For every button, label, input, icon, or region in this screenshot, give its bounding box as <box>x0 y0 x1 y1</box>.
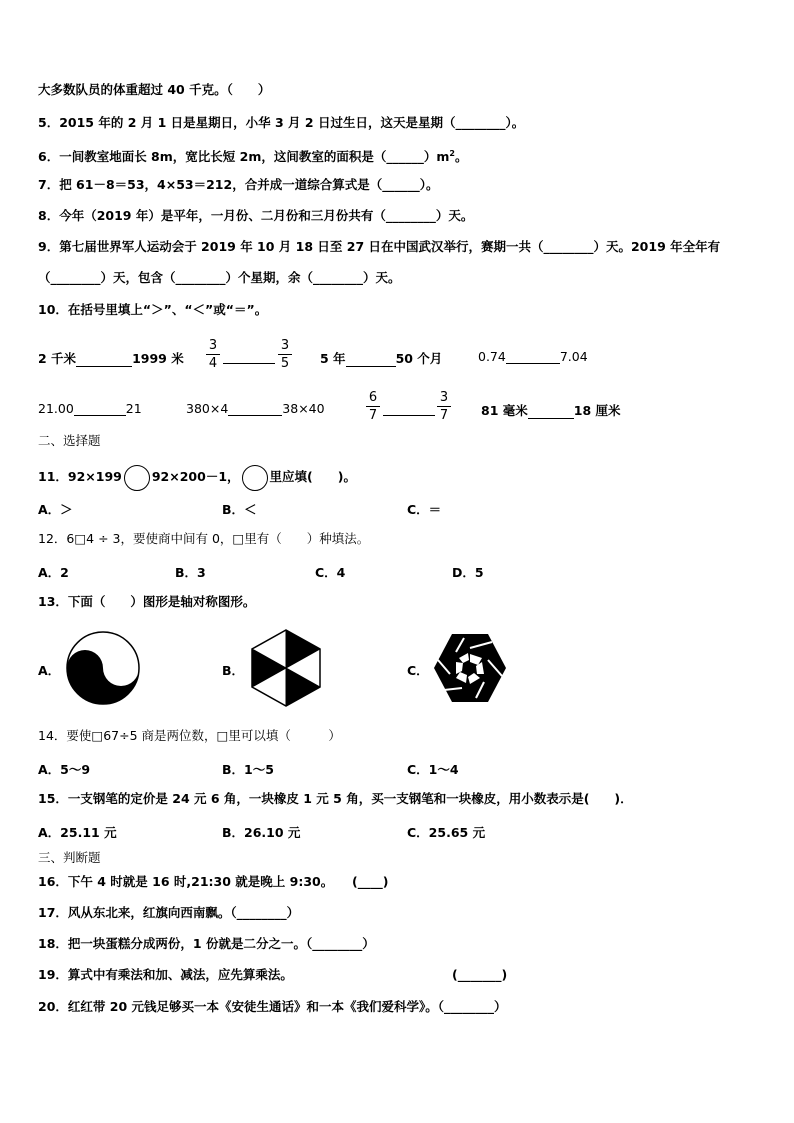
q9-line1: 9．第七届世界军人运动会于 2019 年 10 月 18 日至 27 日在中国武汉举行，赛期一共（________）天。2019 年全年有 <box>38 239 721 254</box>
q15: 15．一支钢笔的定价是 24 元 6 角，一块橡皮 1 元 5 角，买一支钢笔和一块橡皮，用小数表示是( )． <box>38 791 633 806</box>
q11-option-a[interactable]: A．＞ <box>38 502 73 517</box>
q15-option-c[interactable]: C．25.65 元 <box>407 825 486 840</box>
answer-blank[interactable] <box>346 352 396 367</box>
q6: 6．一间教室地面长 8m，宽比长短 2m，这间教室的面积是$(\_\_\_\_\_\_)m^2$。 <box>38 149 468 165</box>
fraction-3-5: 3 5 <box>278 338 292 371</box>
q14-option-a[interactable]: A．5～9 <box>38 762 91 777</box>
q13: 13．下面（ ）图形是轴对称图形。 <box>38 594 256 609</box>
q12: 12．6□4 ÷ 3，要使商中间有 0，□里有（ ）种填法。 <box>38 531 370 546</box>
answer-blank[interactable] <box>74 401 126 416</box>
q9-line2: （________）天，包含（________）个星期，余（________）天。 <box>38 270 401 285</box>
q19-answer-blank[interactable]: (_______) <box>452 967 508 982</box>
q12-option-c[interactable]: C．4 <box>315 565 346 580</box>
section-2-heading: 二、选择题 <box>38 433 101 448</box>
q20: 20．红红带 20 元钱足够买一本《安徒生通话》和一本《我们爱科学》。（________） <box>38 999 507 1014</box>
compare-8: 81 毫米 18 厘米 <box>481 403 621 418</box>
q16: 16．下午 4 时就是 16 时,21:30 就是晚上 9:30。 (____) <box>38 874 389 889</box>
compare-1: 2 千米 1999 米 <box>38 351 184 366</box>
answer-blank[interactable] <box>506 349 560 364</box>
q12-option-d[interactable]: D．5 <box>452 565 484 580</box>
q13-option-b[interactable]: B． <box>222 663 245 678</box>
compare-6: 380×4 38×40 <box>186 401 325 416</box>
fraction-6-7: 6 7 <box>366 390 380 423</box>
fraction-3-4: 3 4 <box>206 338 220 371</box>
answer-blank[interactable] <box>223 349 275 364</box>
q5: 5．2015 年的 2 月 1 日是星期日，小华 3 月 2 日过生日，这天是星期（________）。 <box>38 115 525 130</box>
q8: 8．今年（2019 年）是平年，一月份、二月份和三月份共有（________）天。 <box>38 208 474 223</box>
answer-blank[interactable] <box>383 401 435 416</box>
compare-3: 5 年 50 个月 <box>320 351 443 366</box>
q15-option-b[interactable]: B．26.10 元 <box>222 825 301 840</box>
answer-blank[interactable] <box>76 352 132 367</box>
q14-option-b[interactable]: B．1～5 <box>222 762 274 777</box>
q11-option-b[interactable]: B．＜ <box>222 502 257 517</box>
q4-tail: 大多数队员的体重超过 40 千克。（ ） <box>38 82 271 97</box>
q17: 17．风从东北来，红旗向西南飘。（________） <box>38 905 300 920</box>
q18: 18．把一块蛋糕分成两份，1 份就是二分之一。（________） <box>38 936 375 951</box>
q19: 19．算式中有乘法和加、减法，应先算乘法。 <box>38 967 293 982</box>
q13-option-a[interactable]: A． <box>38 663 61 678</box>
fraction-3-7: 3 7 <box>437 390 451 423</box>
hexagon-pinwheel-icon <box>432 632 508 704</box>
section-3-heading: 三、判断题 <box>38 850 101 865</box>
q15-option-a[interactable]: A．25.11 元 <box>38 825 117 840</box>
q12-option-a[interactable]: A．2 <box>38 565 69 580</box>
q10: 10．在括号里填上“＞”、“＜”或“＝”。 <box>38 302 268 317</box>
q13-option-c[interactable]: C． <box>407 663 429 678</box>
hexagon-triangles-icon <box>250 628 322 708</box>
compare-4: 0.74 7.04 <box>478 349 588 364</box>
circle-blank[interactable] <box>242 465 268 491</box>
q7: 7．把 61－8＝53，4×53＝212，合并成一道综合算式是（______）。 <box>38 177 439 192</box>
q11-option-c[interactable]: C．＝ <box>407 502 442 517</box>
answer-blank[interactable] <box>228 401 282 416</box>
q14: 14．要使□67÷5 商是两位数，□里可以填（ ） <box>38 728 341 743</box>
q11: 11．92×199 92×200－1， 里应填( )。 <box>38 464 356 491</box>
circle-blank[interactable] <box>124 465 150 491</box>
compare-5: 21.00 21 <box>38 401 142 416</box>
q12-option-b[interactable]: B．3 <box>175 565 206 580</box>
yin-yang-icon <box>65 630 141 706</box>
answer-blank[interactable] <box>528 404 574 419</box>
q14-option-c[interactable]: C．1～4 <box>407 762 459 777</box>
